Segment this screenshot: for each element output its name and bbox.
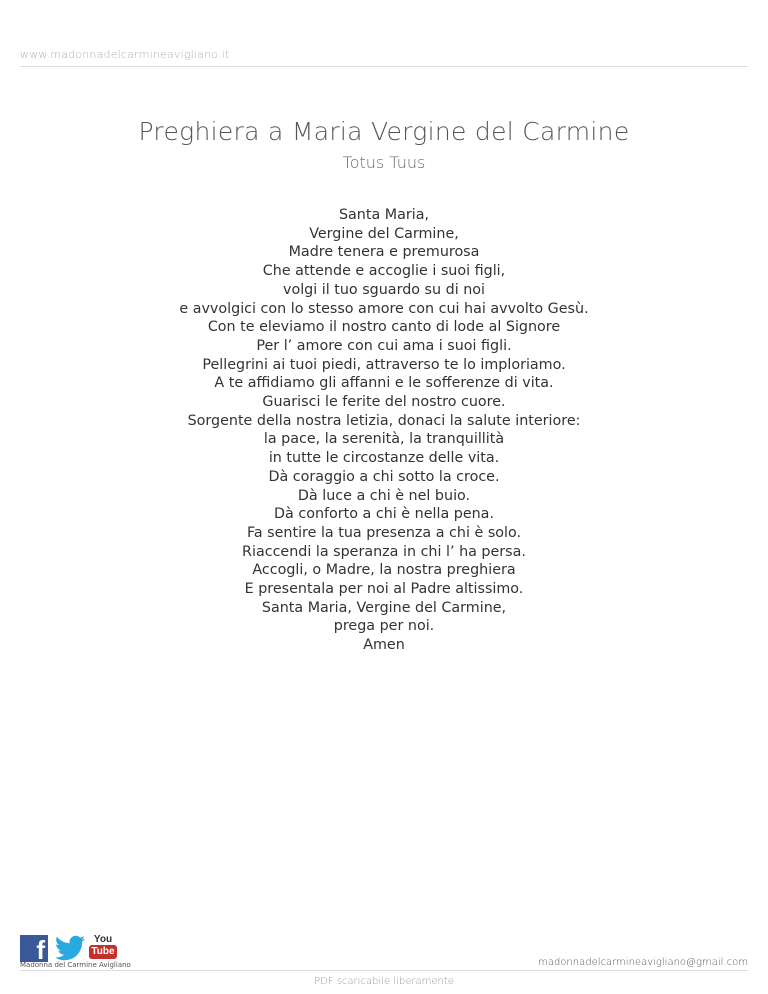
prayer-line: Dà luce a chi è nel buio.	[297, 487, 471, 504]
prayer-line: Che attende e accoglie i suoi figli,	[262, 263, 506, 280]
prayer-line: Fa sentire la tua presenza a chi è solo.	[246, 524, 522, 541]
contact-email[interactable]: madonnadelcarmineavigliano@gmail.com	[538, 957, 748, 968]
document-title: Preghiera a Maria Vergine del Carmine	[138, 117, 630, 146]
prayer-line: Madre tenera e premurosa	[288, 244, 480, 261]
prayer-text	[0, 206, 768, 655]
prayer-line: prega per noi.	[333, 618, 435, 635]
prayer-line: Pellegrini ai tuoi piedi, attraverso te lo imploriamo.	[202, 356, 566, 373]
prayer-line: Vergine del Carmine,	[309, 225, 459, 242]
youtube-logo-bottom: Tube	[91, 946, 115, 957]
social-caption: Madonna del Carmine Avigliano	[20, 961, 131, 969]
header-divider	[20, 66, 748, 67]
social-links	[20, 934, 114, 962]
youtube-logo-top: You	[93, 934, 113, 945]
footer-divider	[20, 970, 748, 971]
prayer-line: Santa Maria,	[338, 207, 430, 223]
prayer-line: A te affidiamo gli affanni e le sofferenze di vita.	[214, 375, 554, 392]
prayer-line: e avvolgici con lo stesso amore con cui hai avvolto Gesù.	[179, 300, 589, 317]
prayer-line: Dà coraggio a chi sotto la croce.	[268, 468, 500, 485]
prayer-line: E presentala per noi al Padre altissimo.	[244, 581, 524, 598]
prayer-line: Santa Maria, Vergine del Carmine,	[261, 599, 507, 616]
prayer-line: volgi il tuo sguardo su di noi	[283, 281, 485, 298]
prayer-line: Amen	[363, 637, 405, 654]
youtube-icon[interactable]	[92, 934, 114, 962]
prayer-line: Sorgente della nostra letizia, donaci la salute interiore:	[187, 412, 581, 429]
facebook-icon[interactable]: f	[20, 935, 48, 962]
site-url[interactable]: www.madonnadelcarmineavigliano.it	[20, 48, 230, 61]
prayer-line: la pace, la serenità, la tranquillità	[263, 431, 505, 448]
prayer-line: Guarisci le ferite del nostro cuore.	[262, 394, 506, 411]
twitter-icon[interactable]	[54, 935, 86, 962]
prayer-line: Per l’ amore con cui ama i suoi figli.	[256, 337, 512, 354]
prayer-line: in tutte le circostanze delle vita.	[268, 450, 500, 467]
footer-note: PDF scaricabile liberamente	[314, 976, 454, 987]
prayer-line: Accogli, o Madre, la nostra preghiera	[252, 562, 516, 579]
document-subtitle: Totus Tuus	[342, 153, 426, 172]
prayer-line: Dà conforto a chi è nella pena.	[274, 506, 494, 523]
prayer-line: Con te eleviamo il nostro canto di lode al Signore	[207, 319, 561, 336]
prayer-line: Riaccendi la speranza in chi l’ ha persa.	[242, 543, 526, 560]
